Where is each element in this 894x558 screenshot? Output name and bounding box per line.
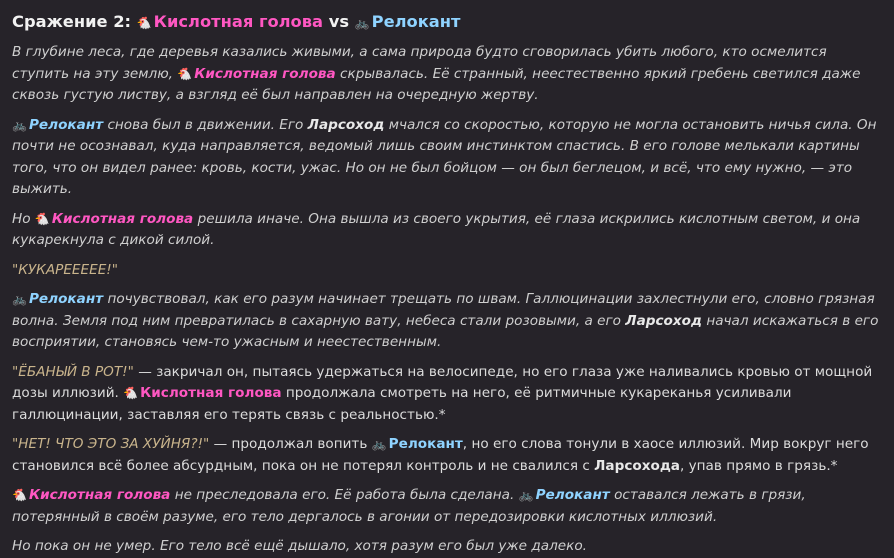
bicycle-icon: 🚲 — [12, 292, 27, 306]
paragraph-6: "ЁБАНЫЙ В РОТ!" — закричал он, пытаясь удержаться на велосипеде, но его глаза уже наливались кровью от мощной дозы иллюзий. 🐔 Кислотная голова продолжала смотреть на него, её ритмичные кукареканья усиливали галлюцинации, заставляя его терять связь с реальностью.* — [12, 363, 873, 423]
chicken-icon: 🐔 — [12, 488, 27, 502]
battle-number: Сражение 2: — [12, 12, 132, 31]
fighter1-mention: Кислотная голова — [140, 385, 282, 401]
fighter2-mention: Релокант — [28, 291, 104, 307]
fighter2-mention: Релокант — [535, 487, 610, 503]
fighter2-mention: Релокант — [28, 116, 104, 133]
fighter1-mention: Кислотная голова — [194, 65, 336, 82]
fighter1-mention: Кислотная голова — [28, 487, 171, 503]
paragraph-2: 🚲 Релокант снова был в движении. Его Ларсоход мчался со скоростью, которую не могла остановить ничья сила. Он почти не осознавал, куда направляется, ведомый лишь своим инстинктом спастись. В его голове мелькали картины того, что он видел ранее: кровь, кости, ужас. Но он не был бойцом — он был беглецом, и всё, что ему нужно, — это выжить. — [12, 116, 877, 197]
fighter2-name: Релокант — [371, 12, 461, 31]
bicycle-icon: 🚲 — [354, 16, 370, 30]
chicken-icon: 🐔 — [177, 66, 193, 81]
quote: "ЁБАНЫЙ В РОТ!" — [12, 363, 134, 380]
quote: "НЕТ! ЧТО ЭТО ЗА ХУЙНЯ?!" — [12, 436, 210, 452]
chicken-icon: 🐔 — [136, 16, 152, 30]
chicken-icon: 🐔 — [34, 211, 50, 226]
paragraph-7: "НЕТ! ЧТО ЭТО ЗА ХУЙНЯ?!" — продолжал вопить 🚲 Релокант, но его слова тонули в хаосе иллюзий. Мир вокруг него становился всё более абсурдным, пока он не потерял контроль и не свалился с Ларсохода, упав прямо в грязь.* — [12, 436, 869, 474]
vs-label: vs — [328, 12, 350, 31]
fighter1-mention: Кислотная голова — [51, 210, 194, 227]
vehicle-name: Ларсоход — [307, 116, 385, 133]
chicken-icon: 🐔 — [123, 386, 139, 400]
fighter2-mention: Релокант — [388, 436, 463, 452]
paragraph-3: Но 🐔 Кислотная голова решила иначе. Она вышла из своего укрытия, её глаза искрились кислотным светом, и она кукарекнула с дикой силой. — [12, 210, 861, 248]
bicycle-icon: 🚲 — [518, 488, 534, 502]
battle-cry: "КУКАРЕЕЕЕЕ!" — [12, 261, 118, 278]
fighter1-name: Кислотная голова — [153, 12, 324, 31]
paragraph-1: В глубине леса, где деревья казались живыми, а сама природа будто сговорилась убить любого, кто осмелится ступить на эту землю, 🐔 Кислотная голова скрывалась. Её странный, неестественно яркий гребень светился даже сквозь густую листву, а взгляд её был направлен на очередную жертву. — [12, 44, 861, 103]
paragraph-8: 🐔 Кислотная голова не преследовала его. Её работа была сделана. 🚲 Релокант оставался лежать в грязи, потерянный в своём разуме, его тело дергалось в агонии от передозировки кислотных иллюзий. — [12, 487, 806, 525]
paragraph-4 — [12, 260, 882, 282]
paragraph-5: 🚲 Релокант почувствовал, как его разум начинает трещать по швам. Галлюцинации захлестнули его, словно грязная волна. Земля под ним превратилась в сахарную вату, небеса стали розовыми, а его Ларсоход начал искажаться в его восприятии, становясь чем-то ужасным и неестественным. — [12, 291, 879, 350]
bicycle-icon: 🚲 — [371, 437, 387, 451]
bicycle-icon: 🚲 — [12, 117, 27, 132]
battle-title — [12, 10, 882, 35]
vehicle-name: Ларсохода — [594, 457, 680, 474]
vehicle-name: Ларсоход — [625, 312, 702, 329]
paragraph-9: Но пока он не умер. Его тело всё ещё дышало, хотя разум его был уже далеко. — [12, 538, 587, 554]
